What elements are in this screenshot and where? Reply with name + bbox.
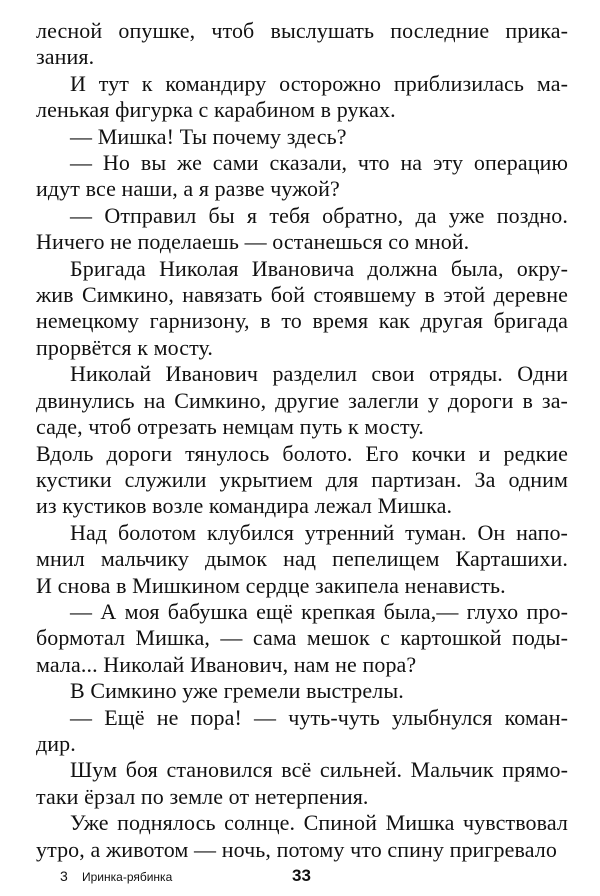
text-line: утро, а животом — ночь, потому что спину пригревало (36, 836, 557, 862)
text-line: таки ёрзал по земле от нетерпения. (36, 783, 369, 809)
text-line: ленькая фигурка с карабином в руках. (36, 97, 396, 123)
paragraph (36, 124, 568, 150)
text-line: бормотал Мишка, — сама мешок с картошкой поды- (36, 625, 568, 651)
text-line: Ничего не поделаешь — останешься со мной. (36, 229, 470, 255)
text-line: Уже поднялось солнце. Спиной Мишка чувствовал (70, 810, 568, 836)
text-line: Шум боя становился всё сильней. Мальчик прямо- (70, 757, 568, 783)
text-line: — Отправил бы я тебя обратно, да уже поздно. (70, 202, 568, 228)
text-line: идут все наши, а я разве чужой? (36, 176, 340, 202)
text-line: мнил мальчику дымок над пепелищем Карташихи. (36, 546, 568, 572)
paragraph (36, 705, 568, 758)
paragraph (36, 18, 568, 71)
paragraph (36, 599, 568, 678)
text-line: И снова в Мишкином сердце закипела ненависть. (36, 572, 506, 598)
text-line: — Ещё не пора! — чуть-чуть улыбнулся коман- (70, 704, 568, 730)
body-text (36, 18, 568, 863)
paragraph (36, 71, 568, 124)
paragraph (36, 361, 568, 440)
text-line: И тут к командиру осторожно приблизилась ма- (70, 70, 568, 96)
page-footer (0, 866, 600, 890)
text-line: Бригада Николая Ивановича должна была, окру- (70, 255, 568, 281)
text-line: лесной опушке, чтоб выслушать последние прика- (36, 18, 568, 43)
text-line: немецкому гарнизону, в то время как другая бригада (36, 308, 568, 334)
paragraph (36, 678, 568, 704)
text-line: — Мишка! Ты почему здесь? (70, 123, 347, 149)
paragraph (36, 150, 568, 203)
text-line: Вдоль дороги тянулось болото. Его кочки и редкие (36, 440, 568, 466)
text-line: — А моя бабушка ещё крепкая была,— глухо про- (70, 598, 568, 624)
text-line: кустики служили укрытием для партизан. За одним (36, 466, 568, 492)
page-number: 33 (292, 866, 311, 885)
text-line: Николай Иванович разделил свои отряды. Одни (70, 361, 568, 387)
signature-number: 3 (60, 868, 68, 884)
text-line: дир. (36, 730, 76, 756)
paragraph (36, 203, 568, 256)
text-line: двинулись на Симкино, другие залегли у дороги в за- (36, 387, 568, 413)
text-line: прорвётся к мосту. (36, 334, 214, 360)
text-line: Над болотом клубился утренний туман. Он напо- (70, 519, 568, 545)
text-line: зания. (36, 44, 95, 70)
text-line: — Но вы же сами сказали, что на эту операцию (70, 150, 568, 176)
paragraph (36, 520, 568, 599)
signature-title: Иринка-рябинка (82, 870, 173, 884)
text-line: мала... Николай Иванович, нам не пора? (36, 651, 417, 677)
text-line: жив Симкино, навязать бой стоявшему в этой деревне (36, 282, 568, 308)
paragraph (36, 441, 568, 520)
text-line: саде, чтоб отрезать немцам путь к мосту. (36, 414, 424, 440)
paragraph (36, 757, 568, 810)
text-line: из кустиков возле командира лежал Мишка. (36, 493, 453, 519)
paragraph (36, 810, 568, 863)
paragraph (36, 256, 568, 362)
text-line: В Симкино уже гремели выстрелы. (70, 678, 404, 704)
